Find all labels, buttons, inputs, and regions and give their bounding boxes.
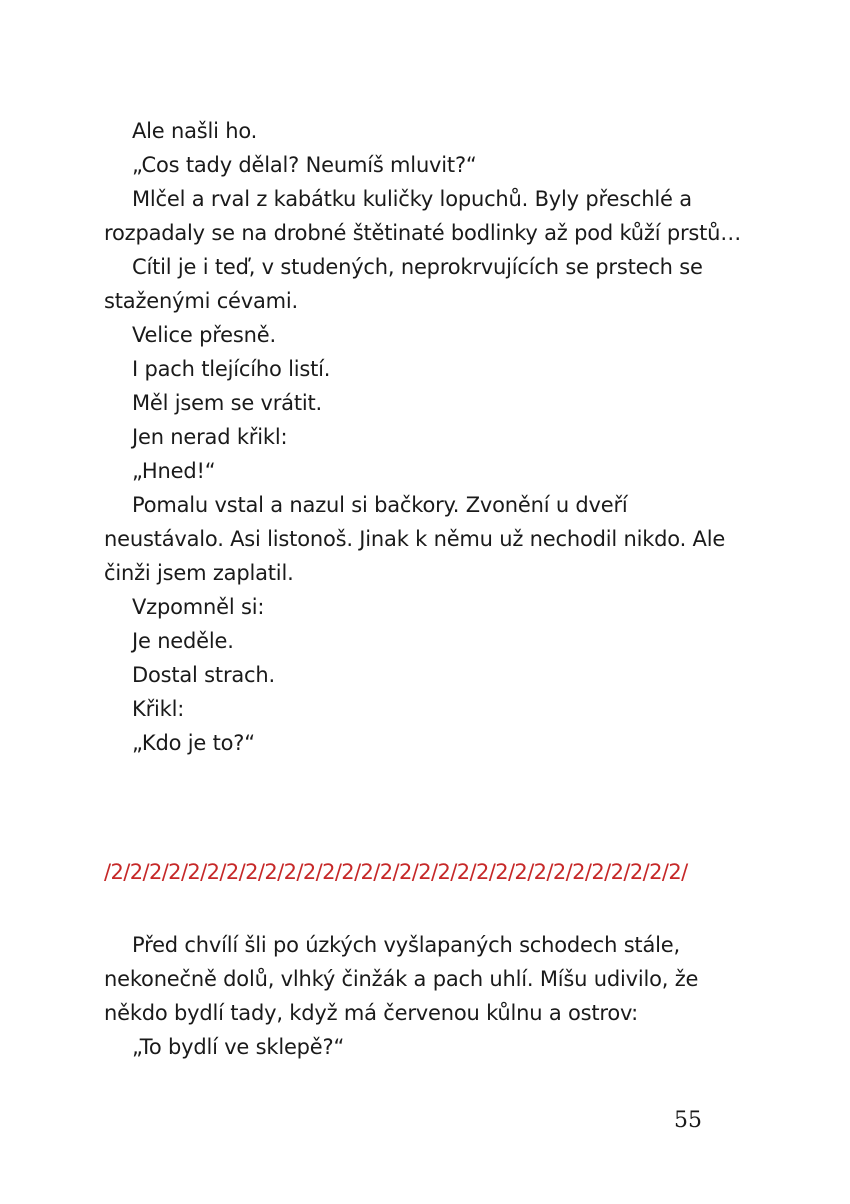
paragraph: Před chvílí šli po úzkých vyšlapaných schodech stále, nekonečně dolů, vlhký činžák a pach uhlí. Míšu udivilo, že někdo bydlí tady, když má červenou kůlnu a ostrov: <box>104 933 699 1025</box>
paragraph: Vzpomněl si: <box>132 595 265 619</box>
paragraph: Křikl: <box>132 697 185 721</box>
paragraph: Mlčel a rval z kabátku kuličky lopuchů. Byly přeschlé a rozpadaly se na drobné štětinaté bodlinky až pod kůží prstů… <box>104 187 742 245</box>
paragraph: Ale našli ho. <box>132 119 258 143</box>
paragraph: Velice přesně. <box>132 323 276 347</box>
paragraph: „To bydlí ve sklepě?“ <box>132 1035 345 1059</box>
paragraph: Jen nerad křikl: <box>132 425 288 449</box>
paragraph: Cítil je i teď, v studených, neprokrvujících se prstech se staženými cévami. <box>104 255 703 313</box>
paragraph: Je neděle. <box>132 629 234 653</box>
text-section-two <box>104 928 746 1064</box>
paragraph: „Kdo je to?“ <box>132 731 255 755</box>
paragraph: Pomalu vstal a nazul si bačkory. Zvonění u dveří neustávalo. Asi listonoš. Jinak k němu už nechodil nikdo. Ale činži jsem zaplatil. <box>104 493 726 585</box>
section-divider: /2/2/2/2/2/2/2/2/2/2/2/2/2/2/2/2/2/2/2/2/2/2/2/2/2/2/2/2/2/2/ <box>104 860 688 884</box>
paragraph: „Cos tady dělal? Neumíš mluvit?“ <box>132 153 477 177</box>
paragraph: Měl jsem se vrátit. <box>132 391 323 415</box>
paragraph: „Hned!“ <box>132 459 216 483</box>
paragraph: Dostal strach. <box>132 663 275 687</box>
text-section-one <box>104 114 746 760</box>
page-number: 55 <box>674 1108 702 1133</box>
paragraph: I pach tlejícího listí. <box>132 357 331 381</box>
